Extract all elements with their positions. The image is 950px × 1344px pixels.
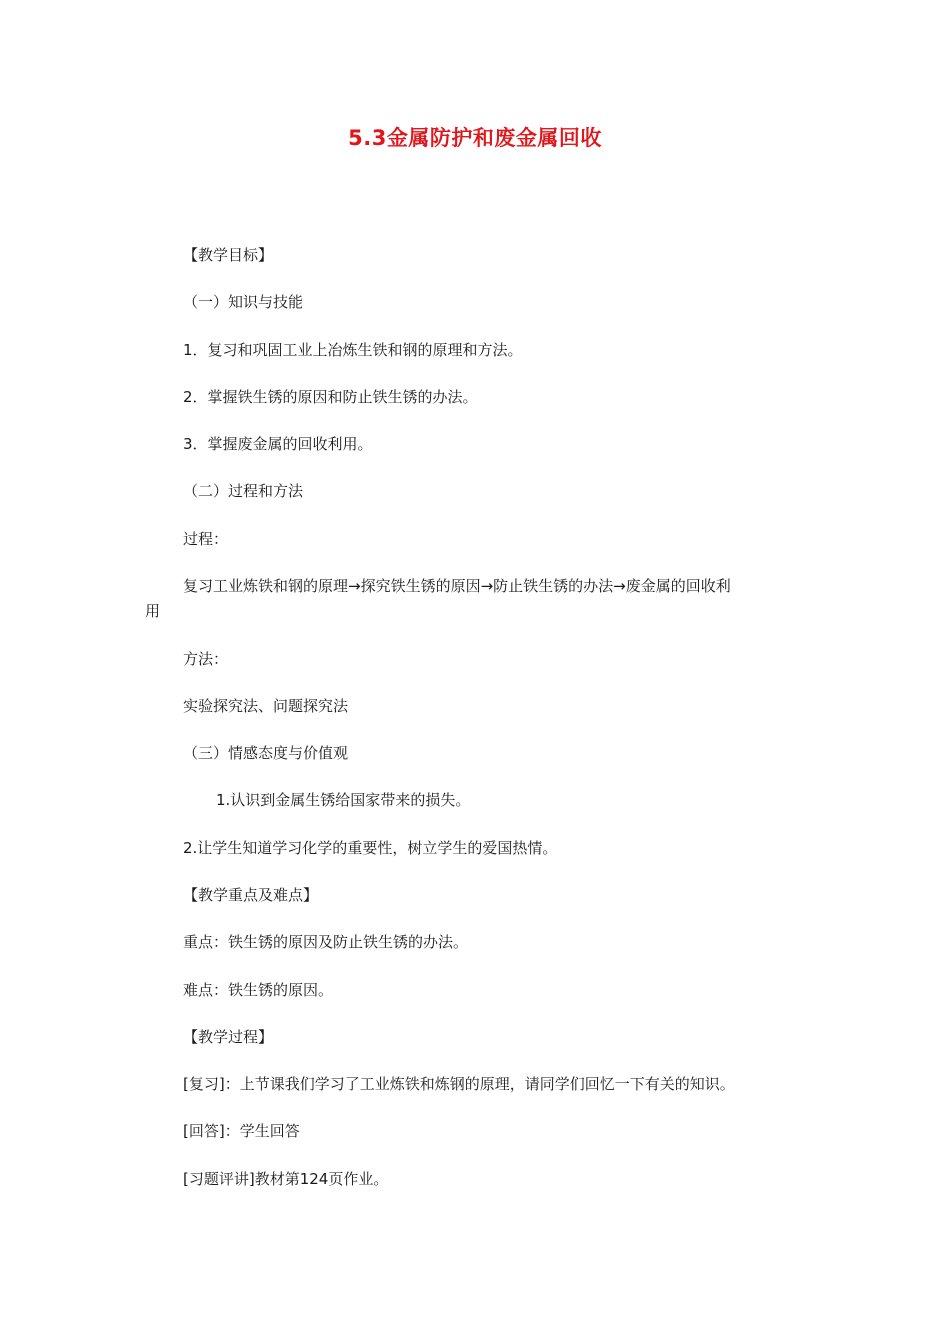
subsection-attitude-values: （三）情感态度与价值观 — [183, 744, 349, 762]
paragraph-process-text: 复习工业炼铁和钢的原理→探究铁生锈的原因→防止铁生锈的办法→废金属的回收利 — [183, 577, 731, 595]
paragraph-method-text: 实验探究法、问题探究法 — [183, 697, 349, 715]
document-title: 5.3金属防护和废金属回收 — [348, 126, 602, 150]
subsection-process-method: （二）过程和方法 — [183, 482, 304, 500]
list-item: 2.让学生知道学习化学的重要性，树立学生的爱国热情。 — [183, 839, 558, 857]
paragraph-exercise: [习题评讲]教材第124页作业。 — [183, 1170, 389, 1188]
section-heading-process: 【教学过程】 — [183, 1028, 274, 1046]
paragraph-method-label: 方法： — [183, 650, 229, 668]
subsection-knowledge-skills: （一）知识与技能 — [183, 293, 304, 311]
section-heading-key-points: 【教学重点及难点】 — [183, 886, 319, 904]
list-item: 3．掌握废金属的回收利用。 — [183, 435, 373, 453]
paragraph-difficulty: 难点：铁生锈的原因。 — [183, 981, 334, 999]
paragraph-answer: [回答]：学生回答 — [183, 1122, 300, 1140]
list-item: 2．掌握铁生锈的原因和防止铁生锈的办法。 — [183, 388, 478, 406]
paragraph-process-label: 过程： — [183, 530, 229, 548]
paragraph-key-point: 重点：铁生锈的原因及防止铁生锈的办法。 — [183, 933, 469, 951]
section-heading-objectives: 【教学目标】 — [183, 246, 274, 264]
list-item: 1．复习和巩固工业上冶炼生铁和钢的原理和方法。 — [183, 341, 523, 359]
list-item: 1.认识到金属生锈给国家带来的损失。 — [216, 791, 471, 809]
paragraph-process-text-cont: 用 — [145, 602, 161, 620]
paragraph-review: [复习]：上节课我们学习了工业炼铁和炼钢的原理，请同学们回忆一下有关的知识。 — [183, 1075, 735, 1093]
